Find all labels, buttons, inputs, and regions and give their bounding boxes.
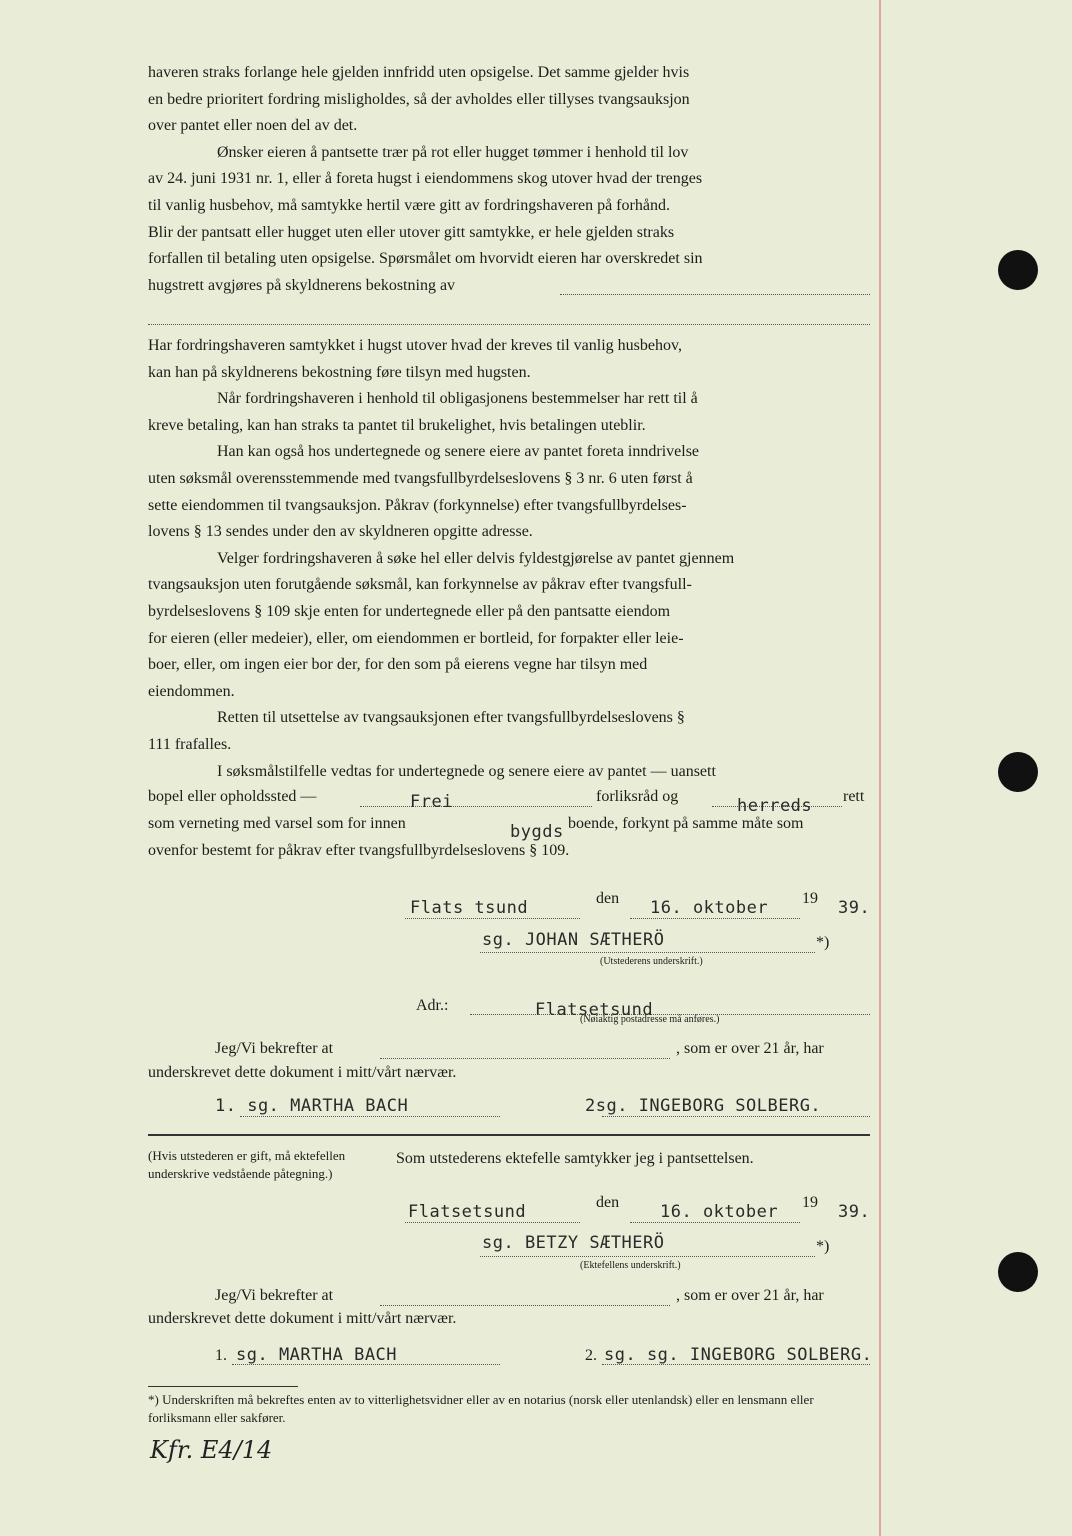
punch-hole	[998, 250, 1038, 290]
text-line: I søksmålstilfelle vedtas for undertegnede og senere eiere av pantet — uansett	[217, 762, 716, 780]
handwritten-reference: Kfr. E4/14	[150, 1436, 273, 1464]
text-line: lovens § 13 sendes under den av skyldneren opgitte adresse.	[148, 523, 533, 541]
punch-hole	[998, 752, 1038, 792]
fill-line	[240, 1116, 500, 1117]
filled-court-type: herreds	[737, 796, 813, 816]
fill-line	[405, 918, 580, 919]
filled-district: bygds	[510, 822, 564, 842]
text-fragment: forliksråd og	[596, 788, 679, 805]
punch-hole	[998, 1252, 1038, 1292]
filled-signature: sg. JOHAN SÆTHERÖ	[482, 930, 665, 950]
text-fragment: 19	[802, 1194, 818, 1211]
signature-caption: (Utstederens underskrift.)	[600, 956, 703, 967]
filled-court-name: Frei	[410, 792, 453, 812]
text-line: 111 frafalles.	[148, 735, 232, 753]
text-line: Retten til utsettelse av tvangsauksjonen efter tvangsfullbyrdelseslovens §	[217, 709, 685, 727]
fill-line	[360, 806, 592, 807]
text-fragment: underskrevet dette dokument i mitt/vårt nærvær.	[148, 1310, 457, 1327]
text-fragment: Jeg/Vi bekrefter at	[215, 1287, 334, 1304]
body-text-main	[148, 333, 870, 785]
fill-line	[630, 1222, 800, 1223]
filled-date: 16. oktober	[650, 898, 769, 918]
filled-year: 39.	[838, 898, 871, 918]
text-line: en bedre prioritert fordring misligholdes, så der avholdes eller tillyses tvangsauksjon	[148, 90, 690, 108]
filled-place: Flats tsund	[410, 898, 529, 918]
fill-line	[560, 294, 870, 295]
text-line: til vanlig husbehov, må samtykke hertil være gitt av fordringshaveren på forhånd.	[148, 196, 670, 214]
text-fragment: 19	[802, 890, 818, 907]
text-fragment: boende, forkynt på samme måte som	[568, 815, 804, 832]
text-line: Velger fordringshaveren å søke hel eller delvis fyldestgjørelse av pantet gjennem	[217, 549, 735, 567]
text-line: hugstrett avgjøres på skyldnerens bekostning av	[148, 276, 456, 294]
witness-number: 2.	[585, 1347, 597, 1364]
filled-witness: sg. sg. INGEBORG SOLBERG.	[604, 1345, 873, 1365]
fill-line	[630, 918, 800, 919]
fill-line	[405, 1222, 580, 1223]
body-text-top	[148, 60, 870, 299]
signature-line	[480, 952, 815, 953]
text-line: over pantet eller noen del av det.	[148, 117, 358, 135]
filled-witness: 1. sg. MARTHA BACH	[215, 1096, 409, 1116]
text-line: av 24. juni 1931 nr. 1, eller å foreta hugst i eiendommens skog utover hvad der trenges	[148, 170, 703, 188]
text-line: kan han på skyldnerens bekostning føre tilsyn med hugsten.	[148, 363, 531, 381]
spouse-consent: Som utstederens ektefelle samtykker jeg i pantsettelsen.	[396, 1150, 754, 1167]
text-line: forfallen til betaling uten opsigelse. Spørsmålet om hvorvidt eieren har overskredet sin	[148, 250, 703, 268]
filled-date: 16. oktober	[660, 1202, 779, 1222]
margin-line	[879, 0, 881, 1536]
text-line: uten søksmål overensstemmende med tvangsfullbyrdelseslovens § 3 nr. 6 uten først å	[148, 469, 693, 487]
signature-caption: (Ektefellens underskrift.)	[580, 1260, 681, 1271]
section-divider	[148, 1134, 870, 1136]
filled-signature: sg. BETZY SÆTHERÖ	[482, 1233, 665, 1253]
fill-line	[602, 1116, 870, 1117]
footnote: *) Underskriften må bekreftes enten av to vitterlighetsvidner eller av en notarius (norsk eller utenlandsk) eller en lensmann eller forliksmann eller sakfører.	[148, 1392, 814, 1425]
text-line: Han kan også hos undertegnede og senere eiere av pantet foreta inndrivelse	[217, 443, 700, 461]
text-line: kreve betaling, kan han straks ta pantet til brukelighet, hvis betalingen uteblir.	[148, 416, 646, 434]
text-fragment: , som er over 21 år, har	[676, 1040, 824, 1057]
text-fragment: *)	[816, 1238, 830, 1255]
text-fragment: den	[596, 890, 620, 907]
fill-line	[380, 1305, 670, 1306]
spouse-note: (Hvis utstederen er gift, må ektefellen underskrive vedstående påtegning.)	[148, 1148, 346, 1181]
footnote-divider	[148, 1386, 298, 1387]
fill-line	[602, 1364, 870, 1365]
text-line: Blir der pantsatt eller hugget uten eller utover gitt samtykke, er hele gjelden straks	[148, 223, 675, 241]
text-fragment: ovenfor bestemt for påkrav efter tvangsfullbyrdelseslovens § 109.	[148, 842, 570, 859]
filled-address: Flatsetsund	[535, 1000, 654, 1020]
text-line: Når fordringshaveren i henhold til obligasjonens bestemmelser har rett til å	[217, 390, 698, 408]
filled-witness: 2sg. INGEBORG SOLBERG.	[585, 1096, 822, 1116]
text-line: eiendommen.	[148, 682, 235, 700]
text-line: Ønsker eieren å pantsette trær på rot eller hugget tømmer i henhold til lov	[217, 143, 689, 161]
text-fragment: bopel eller opholdssted —	[148, 788, 317, 805]
text-line: boer, eller, om ingen eier bor der, for den som på eierens vegne har tilsyn med	[148, 656, 648, 674]
filled-place: Flatsetsund	[408, 1202, 527, 1222]
text-fragment: Jeg/Vi bekrefter at	[215, 1040, 334, 1057]
witness-number: 1.	[215, 1347, 227, 1364]
text-line: haveren straks forlange hele gjelden innfridd uten opsigelse. Det samme gjelder hvis	[148, 64, 690, 81]
text-line: sette eiendommen til tvangsauksjon. Påkrav (forkynnelse) efter tvangsfullbyrdelses-	[148, 496, 687, 514]
text-fragment: den	[596, 1194, 620, 1211]
signature-line	[480, 1256, 815, 1257]
text-line: byrdelseslovens § 109 skje enten for undertegnede eller på den pantsatte eiendom	[148, 602, 671, 620]
address-caption: (Nøiaktig postadresse må anføres.)	[580, 1014, 720, 1025]
text-fragment: rett	[843, 788, 865, 805]
address-label: Adr.:	[416, 997, 449, 1014]
text-fragment: *)	[816, 934, 830, 951]
fill-line	[380, 1058, 670, 1059]
text-fragment: som verneting med varsel som for innen	[148, 815, 406, 832]
text-fragment: underskrevet dette dokument i mitt/vårt nærvær.	[148, 1064, 457, 1081]
text-line: for eieren (eller medeier), eller, om eiendommen er bortleid, for forpakter eller leie-	[148, 629, 684, 647]
fill-line	[232, 1364, 500, 1365]
text-line: tvangsauksjon uten forutgående søksmål, kan forkynnelse av påkrav efter tvangsfull-	[148, 576, 692, 594]
filled-year: 39.	[838, 1202, 871, 1222]
fill-line	[148, 324, 870, 325]
text-line: Har fordringshaveren samtykket i hugst utover hvad der kreves til vanlig husbehov,	[148, 337, 682, 354]
filled-witness: sg. MARTHA BACH	[236, 1345, 398, 1365]
text-fragment: , som er over 21 år, har	[676, 1287, 824, 1304]
